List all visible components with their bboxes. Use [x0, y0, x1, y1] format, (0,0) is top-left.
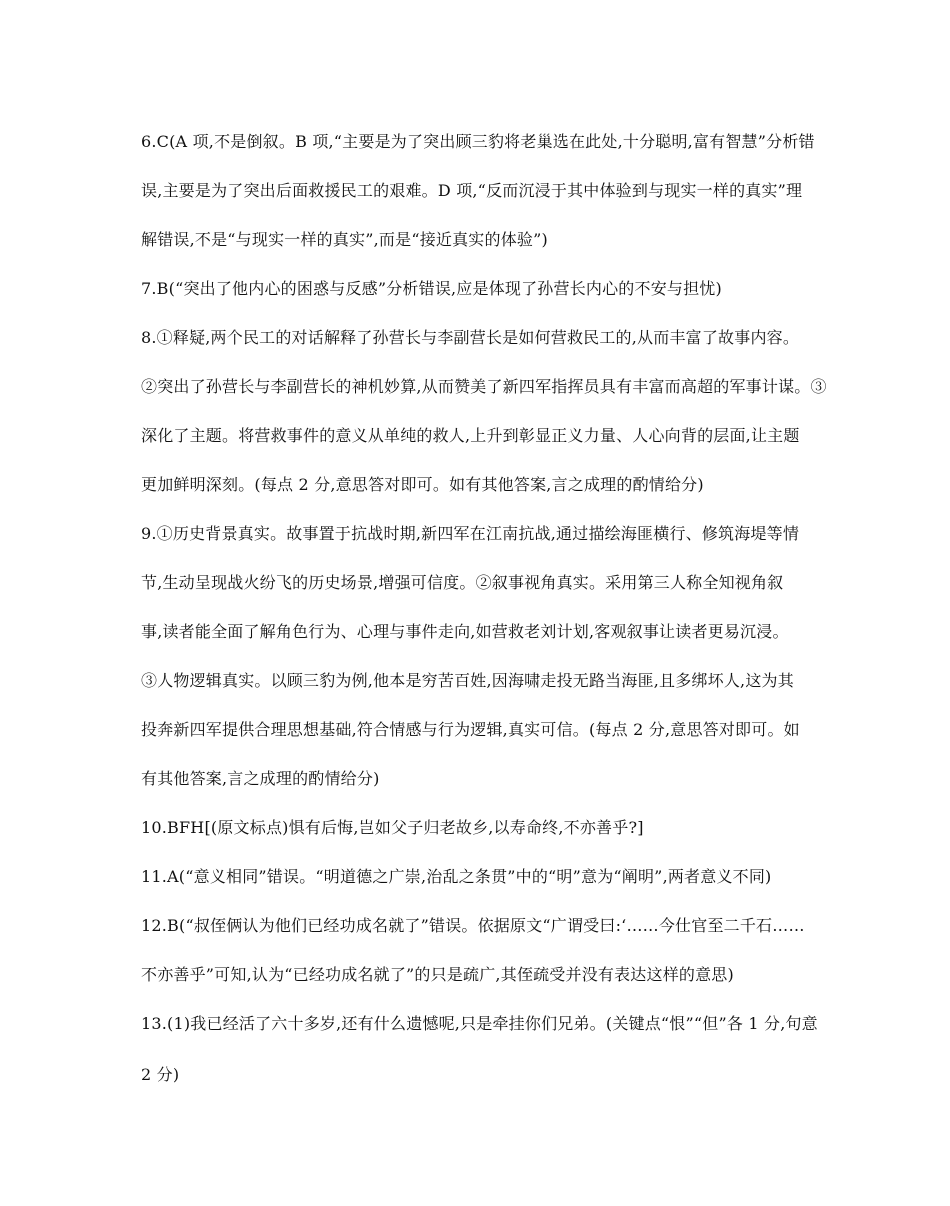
text-line: 6.C(A 项,不是倒叙。B 项,“主要是为了突出顾三豹将老巢选在此处,十分聪明,富有智慧”分析错 [141, 132, 815, 151]
text-line: 事,读者能全面了解角色行为、心理与事件走向,如营救老刘计划,客观叙事让读者更易沉浸。 [141, 622, 789, 641]
text-line: ②突出了孙营长与李副营长的神机妙算,从而赞美了新四军指挥员具有丰富而高超的军事计谋。③ [141, 377, 827, 396]
text-line: 8.①释疑,两个民工的对话解释了孙营长与李副营长是如何营救民工的,从而丰富了故事内容。 [141, 328, 800, 347]
text-line: ③人物逻辑真实。以顾三豹为例,他本是穷苦百姓,因海啸走投无路当海匪,且多绑坏人,这为其 [141, 671, 794, 690]
text-line: 误,主要是为了突出后面救援民工的艰难。D 项,“反而沉浸于其中体验到与现实一样的真实”理 [141, 181, 803, 200]
text-line: 2 分) [141, 1065, 180, 1084]
text-line: 11.A(“意义相同”错误。“明道德之广崇,治乱之条贯”中的“明”意为“阐明”,两者意义不同) [141, 867, 772, 886]
text-line: 7.B(“突出了他内心的困惑与反感”分析错误,应是体现了孙营长内心的不安与担忧) [141, 279, 722, 298]
text-line: 10.BFH[(原文标点)惧有后悔,岂如父子归老故乡,以寿命终,不亦善乎?] [141, 818, 644, 837]
text-line: 解错误,不是“与现实一样的真实”,而是“接近真实的体验”) [141, 230, 548, 249]
text-line: 12.B(“叔侄俩认为他们已经功成名就了”错误。依据原文“广谓受曰:‘……今仕官至二千石…… [141, 916, 805, 935]
text-line: 深化了主题。将营救事件的意义从单纯的救人,上升到彰显正义力量、人心向背的层面,让主题 [141, 426, 800, 445]
text-line: 更加鲜明深刻。(每点 2 分,意思答对即可。如有其他答案,言之成理的酌情给分) [141, 475, 704, 494]
answer-key-text [141, 125, 831, 1107]
text-line: 9.①历史背景真实。故事置于抗战时期,新四军在江南抗战,通过描绘海匪横行、修筑海堤等情 [141, 524, 800, 543]
text-line: 不亦善乎”可知,认为“已经功成名就了”的只是疏广,其侄疏受并没有表达这样的意思) [141, 965, 734, 984]
text-line: 有其他答案,言之成理的酌情给分) [141, 769, 380, 788]
text-line: 节,生动呈现战火纷飞的历史场景,增强可信度。②叙事视角真实。采用第三人称全知视角叙 [141, 573, 784, 592]
text-line: 13.(1)我已经活了六十多岁,还有什么遗憾呢,只是牵挂你们兄弟。(关键点“恨”“但”各 1 分,句意 [141, 1014, 818, 1033]
text-line: 投奔新四军提供合理思想基础,符合情感与行为逻辑,真实可信。(每点 2 分,意思答对即可。如 [141, 720, 800, 739]
